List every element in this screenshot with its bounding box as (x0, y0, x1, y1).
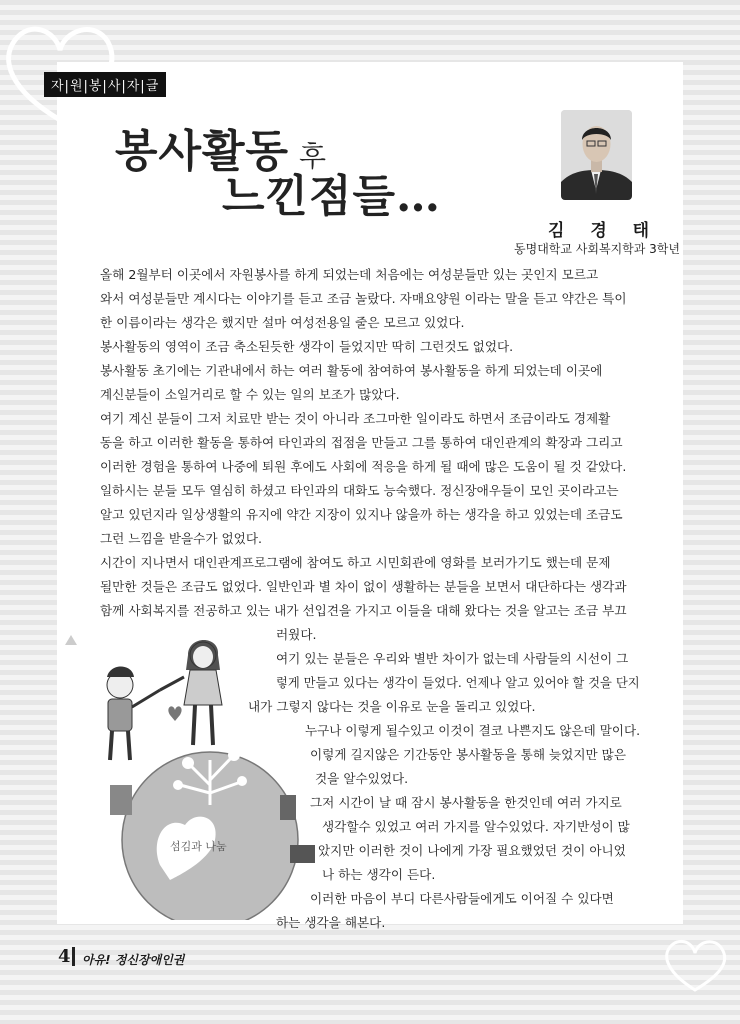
page-number: 4 (58, 946, 71, 967)
body-line: 시간이 지나면서 대인관계프로그램에 참여도 하고 시민회관에 영화를 보러가기도 했는데 문제 (100, 555, 611, 570)
body-line: 올해 2월부터 이곳에서 자원봉사를 하게 되었는데 처음에는 여성분들만 있는 곳인지 모르고 (100, 267, 599, 282)
body-line-wrapped: 이렇게 길지않은 기간동안 봉사활동을 통해 늦었지만 많은 (310, 747, 626, 762)
magazine-title: 아유! 정신장애인권 (82, 953, 185, 967)
body-line-wrapped: 여기 있는 분들은 우리와 별반 차이가 없는데 사람들의 시선이 그 (276, 651, 629, 666)
body-line-wrapped: 생각할수 있었고 여러 가지를 알수있었다. 자기반성이 많 (322, 819, 630, 834)
body-line: 동을 하고 이러한 활동을 통하여 타인과의 접점을 만들고 그를 통하여 대인관계의 확장과 그리고 (100, 435, 623, 450)
body-line-wrapped: 누구나 이렇게 될수있고 이것이 결코 나쁜지도 않은데 말이다. (305, 723, 641, 738)
body-line: 여기 계신 분들이 그저 치료만 받는 것이 아니라 조그마한 일이라도 하면서 조금이라도 경제활 (100, 411, 611, 426)
footer-divider (72, 947, 75, 966)
body-line-wrapped: 이러한 마음이 부디 다른사람들에게도 이어질 수 있다면 (310, 891, 614, 906)
title-main: 봉사활동 (115, 126, 290, 177)
illustration-caption: 섬김과 나눔 (170, 840, 227, 853)
article-title-line2: 느낀점들… (222, 171, 442, 222)
body-line: 함께 사회복지를 전공하고 있는 내가 선입견을 가지고 이들을 대해 왔다는 것을 알고는 조금 부끄 (100, 603, 627, 618)
body-line-wrapped: 았지만 이러한 것이 나에게 가장 필요했었던 것이 아니었 (318, 843, 626, 858)
body-line: 그런 느낌을 받을수가 없었다. (100, 531, 262, 546)
body-line: 봉사활동 초기에는 기관내에서 하는 여러 활동에 참여하여 봉사활동을 하게 되었는데 이곳에 (100, 363, 603, 378)
body-line: 봉사활동의 영역이 조금 축소된듯한 생각이 들었지만 딱히 그런것도 없었다. (100, 339, 514, 354)
author-photo (561, 110, 632, 200)
body-line-wrapped: 러웠다. (276, 627, 317, 642)
body-line-wrapped: 하는 생각을 해본다. (276, 915, 386, 930)
author-affiliation: 동명대학교 사회복지학과 3학년 (514, 242, 680, 256)
body-line: 계신분들이 소일거리로 할 수 있는 일의 보조가 많았다. (100, 387, 400, 402)
body-line-wrapped: 내가 그렇지 않다는 것을 이유로 눈을 돌리고 있었다. (248, 699, 536, 714)
body-line: 와서 여성분들만 계시다는 이야기를 듣고 조금 놀랐다. 자매요양원 이라는 말을 듣고 약간은 특이 (100, 291, 627, 306)
body-line-wrapped: 그저 시간이 날 때 잠시 봉사활동을 한것인데 여러 가지로 (310, 795, 622, 810)
body-line: 일하시는 분들 모두 열심히 하셨고 타인과의 대화도 능숙했다. 정신장애우들이 모인 곳이라고는 (100, 483, 619, 498)
section-tag: 자|원|봉|사|자|글 (44, 72, 166, 97)
body-line: 한 이름이라는 생각은 했지만 설마 여성전용일 줄은 모르고 있었다. (100, 315, 465, 330)
body-line: 알고 있던지라 일상생활의 유지에 약간 지장이 있지나 않을까 하는 생각을 하고 있었는데 조금도 (100, 507, 623, 522)
title-suffix: 후 (299, 140, 328, 173)
body-line-wrapped: 것을 알수있었다. (315, 771, 409, 786)
body-line-wrapped: 나 하는 생각이 든다. (322, 867, 436, 882)
body-line: 될만한 것들은 조금도 없었다. 일반인과 별 차이 없이 생활하는 분들을 보면서 대단하다는 생각과 (100, 579, 627, 594)
body-line-wrapped: 렇게 만들고 있다는 생각이 들었다. 언제나 알고 있어야 할 것을 단지 (276, 675, 640, 690)
author-name: 김 경 태 (548, 221, 660, 241)
heart-outline-decoration-bottom (660, 935, 730, 995)
body-line: 이러한 경험을 통하여 나중에 퇴원 후에도 사회에 적응을 하게 될 때에 많은 도움이 될 것 같았다. (100, 459, 627, 474)
